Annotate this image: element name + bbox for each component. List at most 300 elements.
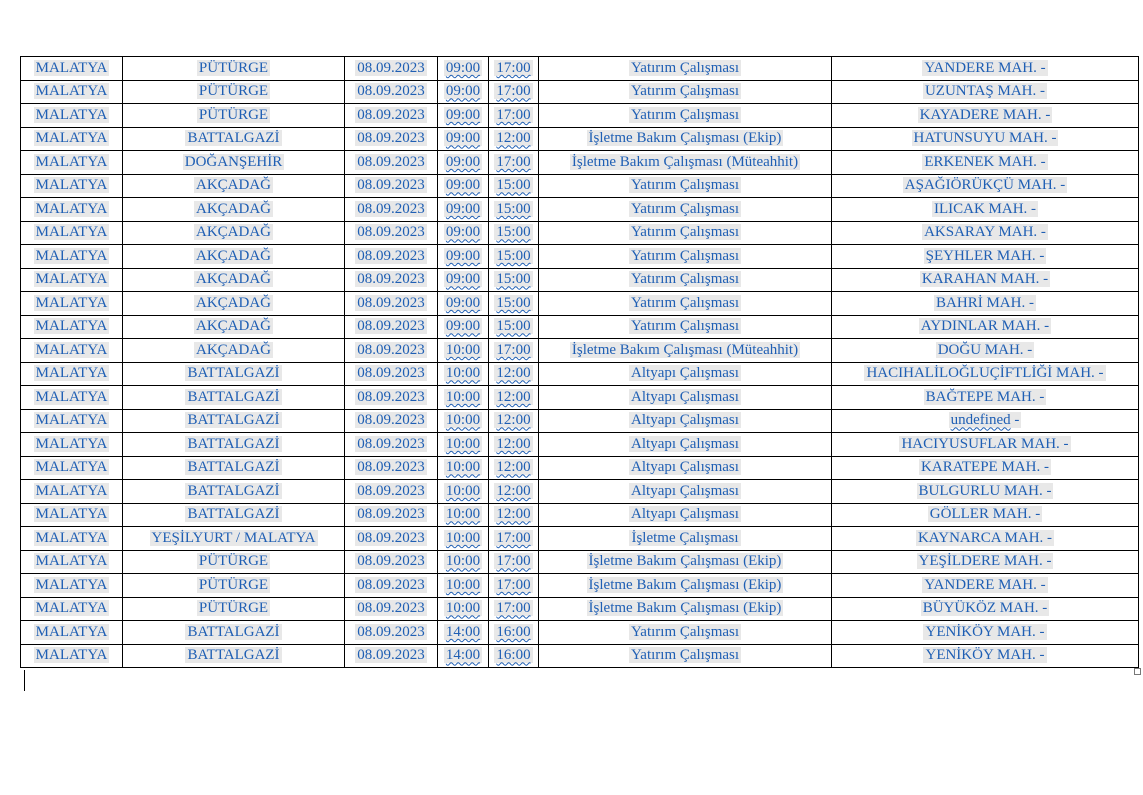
neighborhood-cell[interactable] (832, 409, 1139, 433)
date-cell-text: 08.09.2023 (357, 435, 425, 452)
neighborhood-cell[interactable] (832, 268, 1139, 292)
district-cell[interactable] (123, 550, 345, 574)
start-time-cell-text: 10:00 (445, 600, 481, 617)
city-cell-text: MALATYA (35, 153, 108, 170)
end-time-cell[interactable] (489, 174, 539, 198)
district-cell[interactable] (123, 174, 345, 198)
start-time-cell-text: 09:00 (445, 153, 481, 170)
city-cell[interactable] (21, 362, 123, 386)
end-time-cell[interactable] (489, 198, 539, 222)
district-cell[interactable] (123, 245, 345, 269)
city-cell[interactable] (21, 339, 123, 363)
start-time-cell-text: 10:00 (445, 365, 481, 382)
start-time-cell[interactable] (438, 644, 489, 668)
end-time-cell[interactable] (489, 104, 539, 128)
start-time-cell[interactable] (438, 503, 489, 527)
work-type-cell[interactable] (539, 151, 832, 175)
start-time-cell[interactable] (438, 127, 489, 151)
date-cell[interactable] (345, 80, 438, 104)
table-row (21, 198, 1139, 222)
city-cell-text: MALATYA (35, 647, 108, 664)
end-time-cell[interactable] (489, 597, 539, 621)
date-cell-text: 08.09.2023 (357, 623, 425, 640)
district-cell[interactable] (123, 621, 345, 645)
start-time-cell[interactable] (438, 386, 489, 410)
city-cell[interactable] (21, 621, 123, 645)
end-time-cell-text: 15:00 (496, 318, 531, 335)
city-cell-text: MALATYA (35, 529, 108, 546)
date-cell[interactable] (345, 550, 438, 574)
end-time-cell[interactable] (489, 57, 539, 81)
start-time-cell-text: 10:00 (445, 341, 481, 358)
end-time-cell-text: 17:00 (496, 600, 531, 617)
work-type-cell-text: Yatırım Çalışması (630, 200, 740, 217)
city-cell-text: MALATYA (35, 341, 108, 358)
district-cell-text: AKÇADAĞ (196, 271, 271, 288)
start-time-cell[interactable] (438, 104, 489, 128)
end-time-cell[interactable] (489, 80, 539, 104)
city-cell[interactable] (21, 574, 123, 598)
text-cursor (24, 670, 25, 691)
start-time-cell[interactable] (438, 339, 489, 363)
work-type-cell[interactable] (539, 433, 832, 457)
city-cell[interactable] (21, 268, 123, 292)
district-cell-text: PÜTÜRGE (198, 83, 269, 100)
district-cell[interactable] (123, 339, 345, 363)
city-cell[interactable] (21, 456, 123, 480)
table-row (21, 362, 1139, 386)
neighborhood-cell[interactable] (832, 550, 1139, 574)
date-cell[interactable] (345, 315, 438, 339)
work-type-cell[interactable] (539, 574, 832, 598)
date-cell[interactable] (345, 292, 438, 316)
city-cell-text: MALATYA (35, 600, 108, 617)
work-type-cell-text: Yatırım Çalışması (630, 83, 740, 100)
neighborhood-cell[interactable] (832, 221, 1139, 245)
neighborhood-cell[interactable] (832, 80, 1139, 104)
end-time-cell[interactable] (489, 409, 539, 433)
start-time-cell-text: 10:00 (445, 506, 481, 523)
city-cell[interactable] (21, 433, 123, 457)
work-type-cell[interactable] (539, 386, 832, 410)
start-time-cell-text: 09:00 (445, 294, 481, 311)
start-time-cell[interactable] (438, 151, 489, 175)
city-cell[interactable] (21, 550, 123, 574)
date-cell[interactable] (345, 386, 438, 410)
work-type-cell[interactable] (539, 456, 832, 480)
neighborhood-cell[interactable] (832, 315, 1139, 339)
start-time-cell[interactable] (438, 57, 489, 81)
neighborhood-cell[interactable] (832, 104, 1139, 128)
date-cell[interactable] (345, 339, 438, 363)
date-cell[interactable] (345, 644, 438, 668)
end-time-cell-text: 17:00 (496, 529, 531, 546)
table-row (21, 57, 1139, 81)
city-cell-text: MALATYA (35, 576, 108, 593)
neighborhood-cell-text: HACIHALİLOĞLUÇİFTLİĞİ MAH. - (866, 365, 1104, 382)
date-cell[interactable] (345, 198, 438, 222)
end-time-cell[interactable] (489, 621, 539, 645)
start-time-cell-text: 10:00 (445, 482, 481, 499)
neighborhood-cell[interactable] (832, 480, 1139, 504)
city-cell[interactable] (21, 151, 123, 175)
work-type-cell[interactable] (539, 104, 832, 128)
end-time-cell[interactable] (489, 268, 539, 292)
date-cell-text: 08.09.2023 (357, 271, 425, 288)
work-type-cell[interactable] (539, 550, 832, 574)
city-cell[interactable] (21, 174, 123, 198)
neighborhood-cell[interactable] (832, 644, 1139, 668)
start-time-cell[interactable] (438, 174, 489, 198)
table-row (21, 550, 1139, 574)
end-time-cell[interactable] (489, 292, 539, 316)
district-cell[interactable] (123, 362, 345, 386)
start-time-cell[interactable] (438, 527, 489, 551)
city-cell-text: MALATYA (35, 553, 108, 570)
table-row (21, 574, 1139, 598)
work-type-cell-text: Yatırım Çalışması (630, 224, 740, 241)
work-type-cell-text: Yatırım Çalışması (630, 177, 740, 194)
work-type-cell-text: İşletme Bakım Çalışması (Ekip) (588, 553, 782, 570)
work-type-cell-text: İşletme Bakım Çalışması (Müteahhit) (571, 341, 799, 358)
end-time-cell-text: 15:00 (496, 294, 531, 311)
work-type-cell-text: Altyapı Çalışması (631, 459, 739, 476)
start-time-cell[interactable] (438, 597, 489, 621)
city-cell[interactable] (21, 221, 123, 245)
city-cell[interactable] (21, 315, 123, 339)
city-cell-text: MALATYA (35, 271, 108, 288)
start-time-cell[interactable] (438, 456, 489, 480)
city-cell[interactable] (21, 245, 123, 269)
city-cell-text: MALATYA (35, 459, 108, 476)
city-cell-text: MALATYA (35, 59, 108, 76)
start-time-cell-text: 09:00 (445, 247, 481, 264)
date-cell[interactable] (345, 527, 438, 551)
district-cell[interactable] (123, 151, 345, 175)
table-row (21, 644, 1139, 668)
work-type-cell[interactable] (539, 339, 832, 363)
end-time-cell-text: 15:00 (496, 224, 531, 241)
end-time-cell[interactable] (489, 480, 539, 504)
work-type-cell-text: Altyapı Çalışması (631, 365, 739, 382)
date-cell-text: 08.09.2023 (357, 318, 425, 335)
date-cell[interactable] (345, 245, 438, 269)
city-cell[interactable] (21, 292, 123, 316)
date-cell[interactable] (345, 362, 438, 386)
district-cell[interactable] (123, 315, 345, 339)
date-cell-text: 08.09.2023 (357, 365, 425, 382)
start-time-cell[interactable] (438, 315, 489, 339)
work-type-cell[interactable] (539, 127, 832, 151)
city-cell[interactable] (21, 597, 123, 621)
city-cell[interactable] (21, 527, 123, 551)
neighborhood-cell-text: YENİKÖY MAH. - (925, 623, 1045, 640)
city-cell[interactable] (21, 409, 123, 433)
neighborhood-cell[interactable] (832, 386, 1139, 410)
neighborhood-cell-text: KARAHAN MAH. - (921, 271, 1049, 288)
work-type-cell-text: Altyapı Çalışması (631, 388, 739, 405)
end-time-cell-text: 12:00 (496, 459, 531, 476)
city-cell[interactable] (21, 503, 123, 527)
date-cell[interactable] (345, 57, 438, 81)
end-time-cell[interactable] (489, 362, 539, 386)
city-cell-text: MALATYA (35, 294, 108, 311)
work-type-cell-text: Altyapı Çalışması (631, 506, 739, 523)
end-time-cell[interactable] (489, 456, 539, 480)
work-type-cell[interactable] (539, 57, 832, 81)
district-cell[interactable] (123, 480, 345, 504)
start-time-cell[interactable] (438, 198, 489, 222)
neighborhood-cell-text: ŞEYHLER MAH. - (925, 247, 1045, 264)
date-cell-text: 08.09.2023 (357, 412, 425, 429)
work-type-cell-text: Yatırım Çalışması (630, 623, 740, 640)
date-cell[interactable] (345, 480, 438, 504)
outage-schedule-table (20, 56, 1139, 668)
date-cell[interactable] (345, 151, 438, 175)
neighborhood-cell[interactable] (832, 245, 1139, 269)
end-time-cell[interactable] (489, 644, 539, 668)
work-type-cell-text: Yatırım Çalışması (630, 247, 740, 264)
district-cell[interactable] (123, 292, 345, 316)
district-cell-text: PÜTÜRGE (198, 59, 269, 76)
date-cell[interactable] (345, 104, 438, 128)
neighborhood-cell[interactable] (832, 527, 1139, 551)
date-cell[interactable] (345, 597, 438, 621)
work-type-cell-text: Altyapı Çalışması (631, 482, 739, 499)
work-type-cell[interactable] (539, 198, 832, 222)
neighborhood-cell[interactable] (832, 503, 1139, 527)
end-time-cell-text: 12:00 (496, 506, 531, 523)
end-time-cell-text: 17:00 (496, 341, 531, 358)
city-cell[interactable] (21, 127, 123, 151)
district-cell[interactable] (123, 221, 345, 245)
table-resize-handle[interactable] (1134, 668, 1141, 675)
start-time-cell[interactable] (438, 362, 489, 386)
date-cell-text: 08.09.2023 (357, 224, 425, 241)
end-time-cell[interactable] (489, 221, 539, 245)
district-cell[interactable] (123, 456, 345, 480)
start-time-cell-text: 10:00 (445, 576, 481, 593)
table-row (21, 527, 1139, 551)
district-cell-text: BATTALGAZİ (187, 623, 280, 640)
end-time-cell[interactable] (489, 315, 539, 339)
work-type-cell[interactable] (539, 597, 832, 621)
date-cell-text: 08.09.2023 (357, 576, 425, 593)
city-cell[interactable] (21, 644, 123, 668)
district-cell-text: AKÇADAĞ (196, 200, 271, 217)
neighborhood-cell-text: KARATEPE MAH. - (921, 459, 1049, 476)
table-row (21, 386, 1139, 410)
work-type-cell-text: İşletme Bakım Çalışması (Ekip) (588, 130, 782, 147)
end-time-cell[interactable] (489, 339, 539, 363)
date-cell[interactable] (345, 574, 438, 598)
neighborhood-cell-text: YANDERE MAH. - (924, 59, 1046, 76)
end-time-cell[interactable] (489, 574, 539, 598)
city-cell[interactable] (21, 198, 123, 222)
neighborhood-cell[interactable] (832, 127, 1139, 151)
district-cell[interactable] (123, 433, 345, 457)
start-time-cell-text: 09:00 (445, 106, 481, 123)
end-time-cell[interactable] (489, 527, 539, 551)
work-type-cell[interactable] (539, 621, 832, 645)
start-time-cell[interactable] (438, 292, 489, 316)
work-type-cell-text: İşletme Bakım Çalışması (Ekip) (588, 576, 782, 593)
district-cell[interactable] (123, 503, 345, 527)
neighborhood-cell[interactable] (832, 57, 1139, 81)
date-cell[interactable] (345, 456, 438, 480)
neighborhood-cell-text: undefined - (950, 412, 1020, 429)
neighborhood-cell[interactable] (832, 292, 1139, 316)
start-time-cell[interactable] (438, 433, 489, 457)
city-cell[interactable] (21, 80, 123, 104)
start-time-cell[interactable] (438, 574, 489, 598)
date-cell[interactable] (345, 409, 438, 433)
city-cell[interactable] (21, 57, 123, 81)
work-type-cell[interactable] (539, 268, 832, 292)
table-row (21, 151, 1139, 175)
neighborhood-cell[interactable] (832, 174, 1139, 198)
work-type-cell[interactable] (539, 174, 832, 198)
work-type-cell[interactable] (539, 245, 832, 269)
table-row (21, 174, 1139, 198)
end-time-cell-text: 17:00 (496, 576, 531, 593)
date-cell[interactable] (345, 268, 438, 292)
district-cell-text: DOĞANŞEHİR (184, 153, 283, 170)
work-type-cell[interactable] (539, 362, 832, 386)
end-time-cell[interactable] (489, 386, 539, 410)
district-cell-text: BATTALGAZİ (187, 412, 280, 429)
start-time-cell-text: 14:00 (445, 647, 481, 664)
work-type-cell[interactable] (539, 480, 832, 504)
date-cell[interactable] (345, 174, 438, 198)
district-cell-text: BATTALGAZİ (187, 482, 280, 499)
date-cell[interactable] (345, 221, 438, 245)
district-cell[interactable] (123, 127, 345, 151)
start-time-cell[interactable] (438, 221, 489, 245)
end-time-cell[interactable] (489, 151, 539, 175)
work-type-cell[interactable] (539, 80, 832, 104)
neighborhood-cell[interactable] (832, 597, 1139, 621)
end-time-cell-text: 12:00 (496, 130, 531, 147)
district-cell[interactable] (123, 644, 345, 668)
neighborhood-cell-text: HATUNSUYU MAH. - (913, 130, 1057, 147)
work-type-cell-text: Altyapı Çalışması (631, 412, 739, 429)
city-cell-text: MALATYA (35, 318, 108, 335)
work-type-cell-text: İşletme Çalışması (631, 529, 739, 546)
work-type-cell[interactable] (539, 409, 832, 433)
date-cell[interactable] (345, 127, 438, 151)
date-cell-text: 08.09.2023 (357, 388, 425, 405)
district-cell[interactable] (123, 80, 345, 104)
neighborhood-cell[interactable] (832, 574, 1139, 598)
end-time-cell-text: 12:00 (496, 482, 531, 499)
date-cell-text: 08.09.2023 (357, 529, 425, 546)
district-cell[interactable] (123, 198, 345, 222)
city-cell-text: MALATYA (35, 224, 108, 241)
work-type-cell[interactable] (539, 221, 832, 245)
neighborhood-cell-text: BAĞTEPE MAH. - (925, 388, 1045, 405)
city-cell[interactable] (21, 386, 123, 410)
end-time-cell[interactable] (489, 127, 539, 151)
table-row (21, 503, 1139, 527)
district-cell[interactable] (123, 574, 345, 598)
date-cell-text: 08.09.2023 (357, 459, 425, 476)
date-cell-text: 08.09.2023 (357, 247, 425, 264)
city-cell-text: MALATYA (35, 83, 108, 100)
work-type-cell[interactable] (539, 315, 832, 339)
start-time-cell[interactable] (438, 409, 489, 433)
neighborhood-cell[interactable] (832, 621, 1139, 645)
end-time-cell-text: 16:00 (496, 623, 531, 640)
city-cell[interactable] (21, 480, 123, 504)
end-time-cell[interactable] (489, 550, 539, 574)
end-time-cell-text: 12:00 (496, 388, 531, 405)
district-cell-text: PÜTÜRGE (198, 553, 269, 570)
end-time-cell-text: 15:00 (496, 247, 531, 264)
district-cell-text: AKÇADAĞ (196, 177, 271, 194)
start-time-cell-text: 09:00 (445, 224, 481, 241)
district-cell[interactable] (123, 527, 345, 551)
neighborhood-cell-text: AYDINLAR MAH. - (920, 318, 1050, 335)
work-type-cell[interactable] (539, 503, 832, 527)
start-time-cell[interactable] (438, 621, 489, 645)
district-cell-text: AKÇADAĞ (196, 224, 271, 241)
start-time-cell[interactable] (438, 550, 489, 574)
district-cell[interactable] (123, 268, 345, 292)
date-cell[interactable] (345, 621, 438, 645)
city-cell[interactable] (21, 104, 123, 128)
district-cell[interactable] (123, 386, 345, 410)
date-cell[interactable] (345, 503, 438, 527)
end-time-cell-text: 16:00 (496, 647, 531, 664)
start-time-cell[interactable] (438, 480, 489, 504)
neighborhood-cell[interactable] (832, 433, 1139, 457)
start-time-cell-text: 10:00 (445, 435, 481, 452)
neighborhood-cell-text: HACIYUSUFLAR MAH. - (901, 435, 1069, 452)
neighborhood-cell[interactable] (832, 456, 1139, 480)
end-time-cell[interactable] (489, 503, 539, 527)
table-row (21, 268, 1139, 292)
start-time-cell[interactable] (438, 80, 489, 104)
table-row (21, 315, 1139, 339)
end-time-cell[interactable] (489, 433, 539, 457)
work-type-cell[interactable] (539, 527, 832, 551)
district-cell[interactable] (123, 409, 345, 433)
date-cell[interactable] (345, 433, 438, 457)
table-row (21, 292, 1139, 316)
neighborhood-cell[interactable] (832, 362, 1139, 386)
neighborhood-cell-text: GÖLLER MAH. - (929, 506, 1041, 523)
work-type-cell-text: İşletme Bakım Çalışması (Müteahhit) (571, 153, 799, 170)
city-cell-text: MALATYA (35, 623, 108, 640)
table-row (21, 221, 1139, 245)
neighborhood-cell[interactable] (832, 151, 1139, 175)
neighborhood-cell[interactable] (832, 339, 1139, 363)
work-type-cell[interactable] (539, 292, 832, 316)
city-cell-text: MALATYA (35, 177, 108, 194)
start-time-cell[interactable] (438, 268, 489, 292)
table-row (21, 480, 1139, 504)
start-time-cell[interactable] (438, 245, 489, 269)
city-cell-text: MALATYA (35, 130, 108, 147)
district-cell[interactable] (123, 597, 345, 621)
neighborhood-cell[interactable] (832, 198, 1139, 222)
end-time-cell[interactable] (489, 245, 539, 269)
city-cell-text: MALATYA (35, 106, 108, 123)
district-cell[interactable] (123, 57, 345, 81)
work-type-cell[interactable] (539, 644, 832, 668)
district-cell[interactable] (123, 104, 345, 128)
